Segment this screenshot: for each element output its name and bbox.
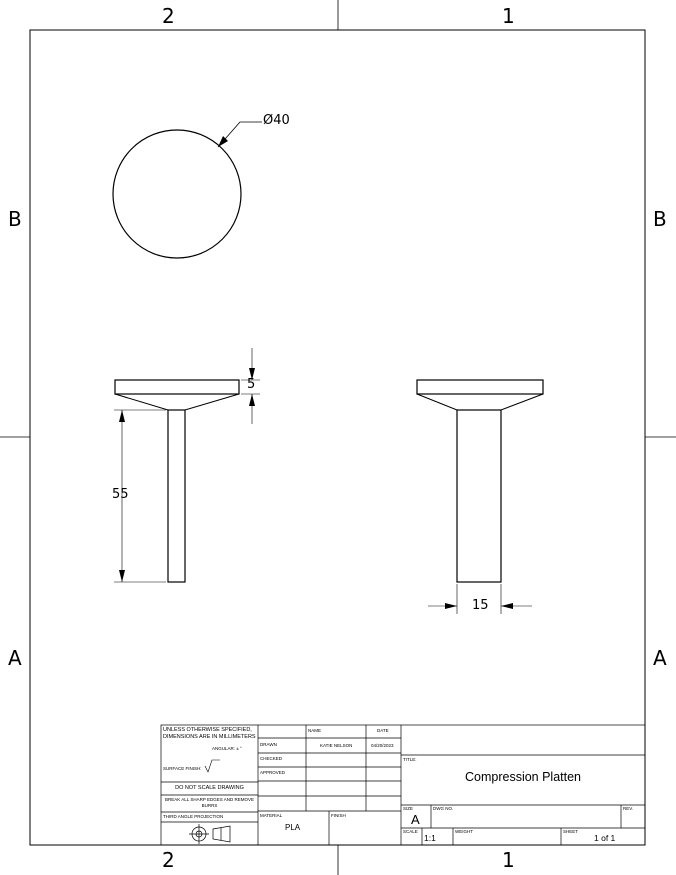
title-label: TITLE: xyxy=(403,757,417,762)
arrow-width-left xyxy=(445,603,457,609)
drawing-title: Compression Platten xyxy=(464,770,582,784)
scale-label: SCALE xyxy=(403,829,418,834)
drawn-label: DRAWN xyxy=(260,742,277,747)
dim-diameter: Ø40 xyxy=(263,113,290,128)
approved-label: APPROVED xyxy=(260,770,286,775)
name-header: NAME xyxy=(308,728,322,733)
top-view-circle xyxy=(113,130,241,258)
angular-note: ANGULAR: ± ° xyxy=(212,746,242,751)
material-value: PLA xyxy=(285,823,301,832)
date-header: DATE xyxy=(377,728,389,733)
dwg-no-label: DWG NO. xyxy=(433,806,454,811)
drawn-date: 04/20/2023 xyxy=(371,743,394,748)
drawn-name: KATIE NELSON xyxy=(320,743,353,748)
do-not-scale: DO NOT SCALE DRAWING xyxy=(175,785,244,791)
zone-label-right-lower: A xyxy=(653,646,667,670)
size-value: A xyxy=(411,812,420,827)
zone-label-left-lower: A xyxy=(8,646,22,670)
arrow-stem-top xyxy=(119,410,125,422)
zone-label-bottom-left: 2 xyxy=(162,848,175,872)
zone-label-top-left: 2 xyxy=(162,4,175,28)
arrow-width-right xyxy=(501,603,513,609)
finish-label: FINISH xyxy=(331,813,346,818)
zone-label-top-right: 1 xyxy=(502,4,515,28)
material-label: MATERIAL xyxy=(260,813,283,818)
surface-finish-label: SURFACE FINISH: xyxy=(163,766,202,771)
arrow-stem-bottom xyxy=(119,570,125,582)
checked-label: CHECKED xyxy=(260,756,283,761)
dim-flange-thickness: 5 xyxy=(247,377,256,392)
zone-label-left-upper: B xyxy=(8,207,22,231)
sheet-value: 1 of 1 xyxy=(594,833,616,843)
surface-finish-icon xyxy=(205,760,220,772)
arrow-flange-lower xyxy=(249,394,255,406)
flange-top-right xyxy=(417,380,543,394)
zone-label-bottom-right: 1 xyxy=(502,848,515,872)
dim-stem-length: 55 xyxy=(112,487,129,502)
sheet-label: SHEET xyxy=(563,829,579,834)
scale-value: 1:1 xyxy=(424,833,436,843)
side-view-right xyxy=(417,380,543,582)
flange-top-left xyxy=(115,380,239,394)
weight-label: WEIGHT xyxy=(455,829,473,834)
rev-label: REV. xyxy=(623,806,634,811)
break-edges-note: BREAK ALL SHARP EDGES AND REMOVE BURRS xyxy=(164,797,255,808)
projection-label: THIRD ANGLE PROJECTION xyxy=(163,814,224,819)
chamfer-left xyxy=(115,394,239,410)
stem-left xyxy=(168,410,185,582)
chamfer-right xyxy=(417,394,543,410)
dim-stem-width: 15 xyxy=(472,598,489,613)
stem-right xyxy=(457,410,501,582)
tolerance-note: UNLESS OTHERWISE SPECIFIED, DIMENSIONS ARE IN MILLIMETERS xyxy=(163,727,256,740)
size-label: SIZE xyxy=(403,806,414,811)
diameter-leader xyxy=(218,122,262,147)
third-angle-projection-icon xyxy=(189,824,230,844)
zone-label-right-upper: B xyxy=(653,207,667,231)
